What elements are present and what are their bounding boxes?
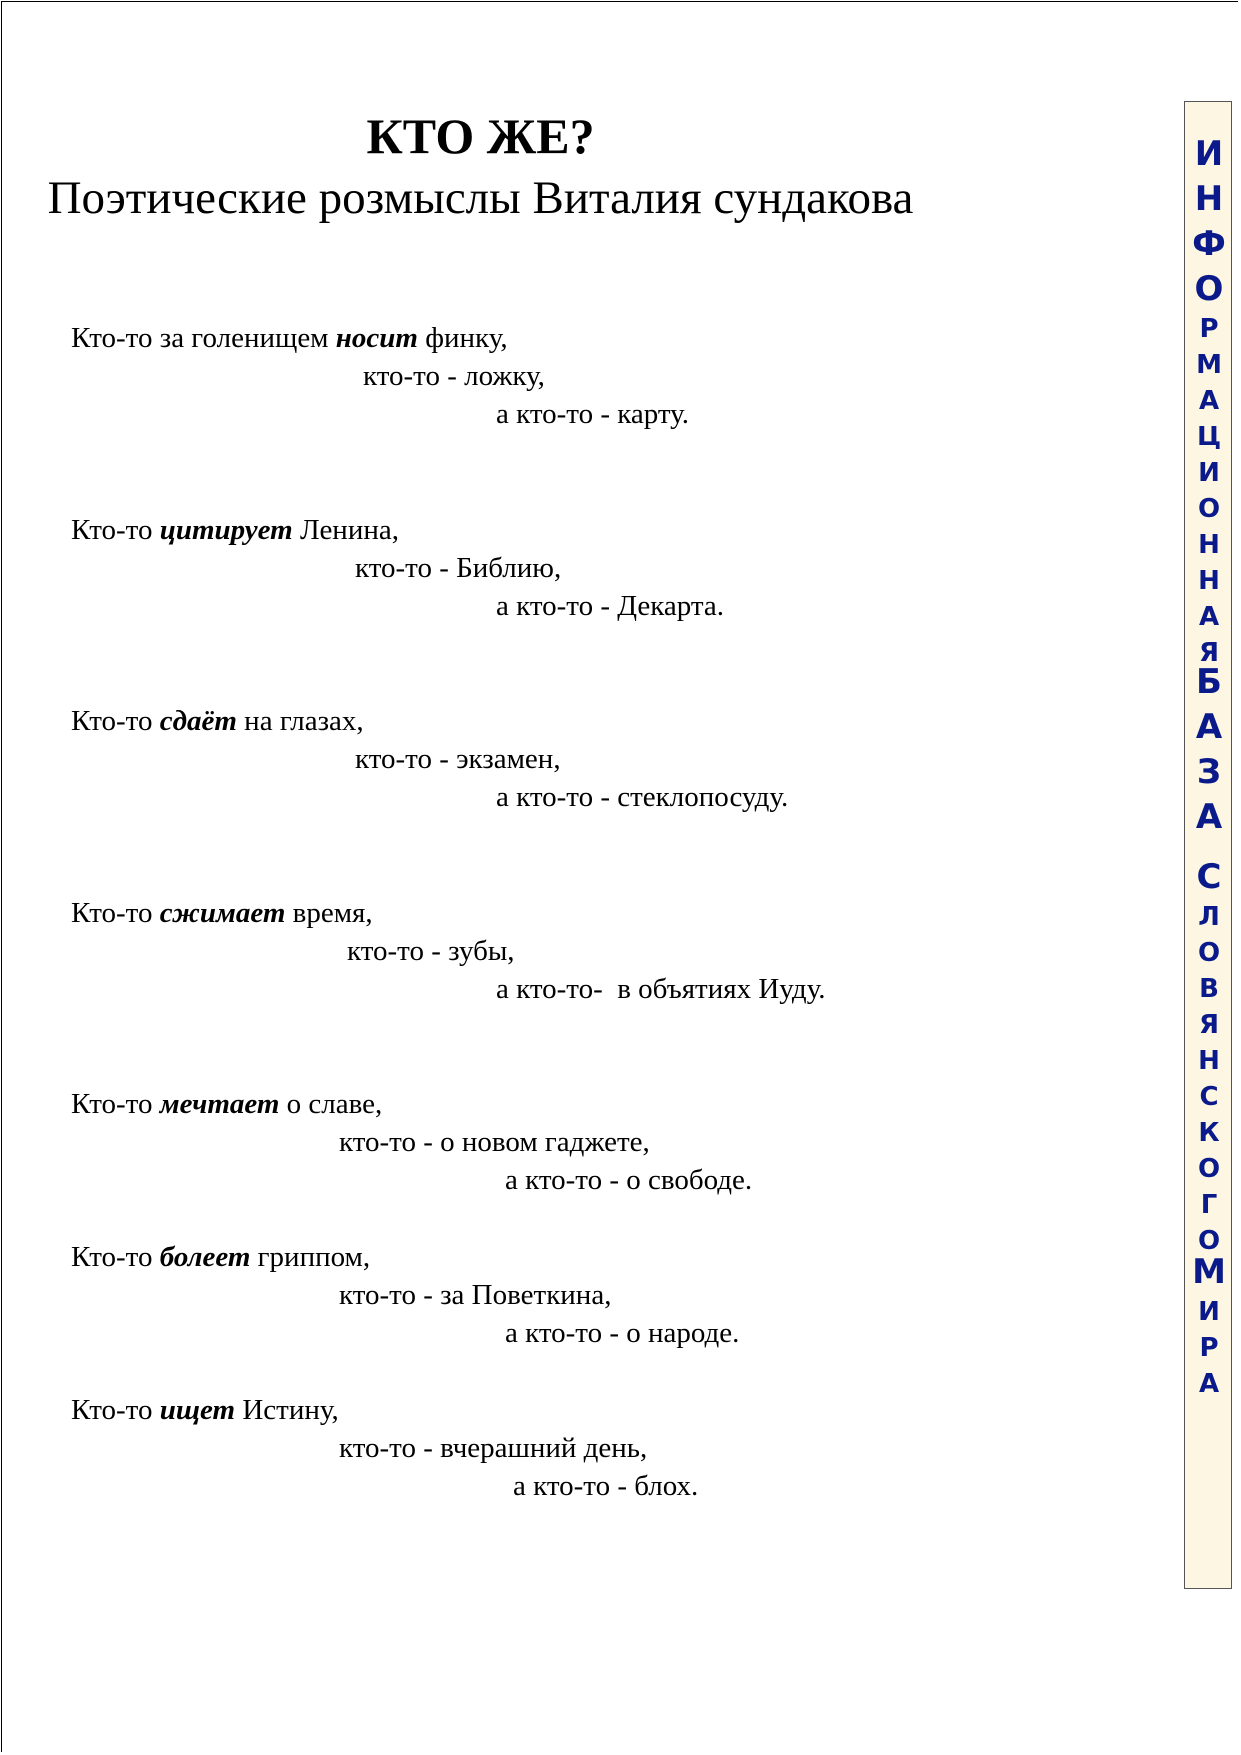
banner-letter: О <box>1197 938 1221 968</box>
banner-letter: Р <box>1199 314 1219 344</box>
banner-letter: Н <box>1198 530 1220 560</box>
banner-letter: О <box>1197 1226 1221 1256</box>
banner-letter: К <box>1198 1118 1220 1148</box>
stanza-3-verb: сдаёт <box>159 705 237 737</box>
page-title: КТО ЖЕ? <box>366 108 595 164</box>
banner-letter: Б <box>1196 662 1222 702</box>
stanza-1-line-2: кто-то - ложку, <box>363 360 545 392</box>
banner-letter: И <box>1198 1297 1220 1327</box>
banner-letter: М <box>1196 350 1222 380</box>
banner-letter: Г <box>1200 1190 1218 1220</box>
banner-letter: Р <box>1199 1333 1219 1363</box>
banner-letter: Я <box>1198 638 1220 668</box>
banner-letter: А <box>1198 1369 1220 1399</box>
stanza-6-line-2: кто-то - за Поветкина, <box>339 1279 612 1311</box>
banner-letter: Н <box>1198 566 1220 596</box>
stanza-1-verb: носит <box>335 322 418 354</box>
banner-letter: С <box>1196 857 1222 897</box>
vertical-banner <box>1184 101 1232 1589</box>
stanza-6-line-1: Кто-то болеет гриппом, <box>71 1241 371 1273</box>
banner-letter: М <box>1192 1252 1226 1292</box>
stanza-7-line-1: Кто-то ищет Истину, <box>71 1394 339 1426</box>
banner-letter: А <box>1198 386 1220 416</box>
banner-letter: Н <box>1198 1046 1220 1076</box>
stanza-5-verb: мечтает <box>159 1088 280 1120</box>
banner-letter: А <box>1195 707 1223 747</box>
stanza-3-line-3: а кто-то - стеклопосуду. <box>496 781 789 813</box>
banner-letter: И <box>1194 134 1224 174</box>
stanza-5-line-2: кто-то - о новом гаджете, <box>339 1126 650 1158</box>
stanza-2-line-2: кто-то - Библию, <box>355 552 562 584</box>
banner-letter: Ц <box>1196 422 1222 452</box>
stanza-2-line-3: а кто-то - Декарта. <box>496 590 725 622</box>
stanza-3-line-1: Кто-то сдаёт на глазах, <box>71 705 364 737</box>
stanza-2-verb: цитирует <box>159 514 293 546</box>
stanza-4-line-3: а кто-то- в объятиях Иуду. <box>496 973 826 1005</box>
stanza-2-line-1: Кто-то цитирует Ленина, <box>71 514 399 546</box>
banner-letter: О <box>1197 1154 1221 1184</box>
banner-letter: О <box>1197 494 1221 524</box>
banner-letter: С <box>1199 1082 1219 1112</box>
banner-letter: Н <box>1194 179 1224 219</box>
banner-letter: О <box>1194 269 1224 309</box>
stanza-7-verb: ищет <box>159 1394 236 1426</box>
stanza-4-verb: сжимает <box>159 897 286 929</box>
banner-letter: З <box>1196 752 1222 792</box>
stanza-7-line-3: а кто-то - блох. <box>513 1470 699 1502</box>
banner-letter: Я <box>1198 1010 1220 1040</box>
stanza-1-line-3: а кто-то - карту. <box>496 398 690 430</box>
banner-letter: Ф <box>1192 224 1226 264</box>
stanza-7-line-2: кто-то - вчерашний день, <box>339 1432 648 1464</box>
stanza-6-line-3: а кто-то - о народе. <box>505 1317 740 1349</box>
banner-letter: Л <box>1198 902 1220 932</box>
page-subtitle: Поэтические розмыслы Виталия сундакова <box>47 172 914 224</box>
stanza-5-line-1: Кто-то мечтает о славе, <box>71 1088 383 1120</box>
stanza-5-line-3: а кто-то - о свободе. <box>505 1164 753 1196</box>
banner-letter: А <box>1198 602 1220 632</box>
stanza-6-verb: болеет <box>159 1241 251 1273</box>
stanza-3-line-2: кто-то - экзамен, <box>355 743 561 775</box>
banner-letter: А <box>1195 797 1223 837</box>
banner-letter: В <box>1199 974 1219 1004</box>
stanza-4-line-1: Кто-то сжимает время, <box>71 897 373 929</box>
stanza-1-line-1: Кто-то за голенищем носит финку, <box>71 322 508 354</box>
stanza-4-line-2: кто-то - зубы, <box>347 935 515 967</box>
banner-letter: И <box>1198 458 1220 488</box>
